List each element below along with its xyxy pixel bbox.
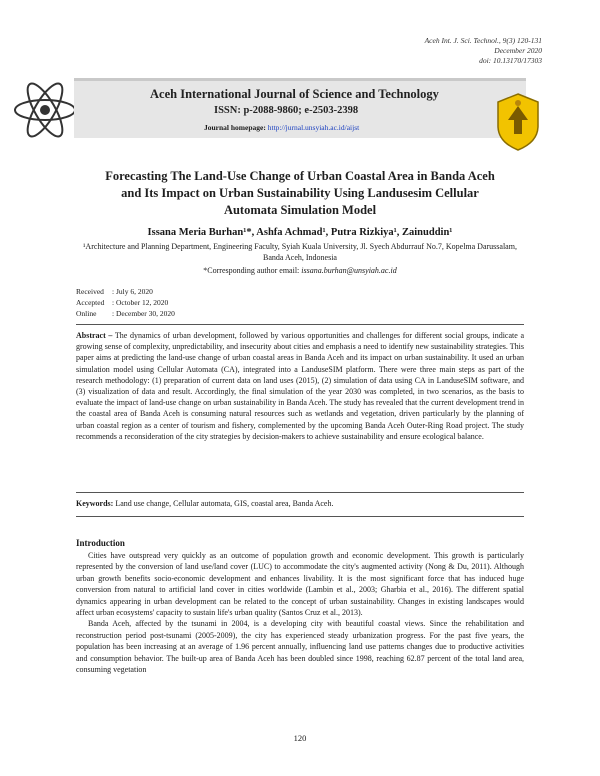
date-value: : December 30, 2020 [112, 309, 175, 318]
keywords-label: Keywords: [76, 499, 114, 508]
date-label: Received [76, 287, 104, 296]
abstract-top-rule [76, 324, 524, 325]
citation-line-2: December 2020 [494, 46, 542, 55]
date-value: : July 6, 2020 [112, 287, 153, 296]
keywords [76, 499, 524, 508]
journal-homepage [204, 123, 359, 132]
date-label: Accepted [76, 298, 105, 307]
abstract-text: The dynamics of urban development, followed by various opportunities and challenges for different social groups, indicate a growing sense of complexity, unpredictability, and insecurity about cities and emphasis a need to identify new sustainability strategies. This paper aims at predicting the land-use change of urban coastal areas in Banda Aceh and its impact on urban sustainability. It used an urban simulation model using Cellular Automata (CA), integrated into a LanduseSIM platform. There were three main steps as part of the research methodology: (1) preparation of current data on land uses (2015), (2) simulation of data using CA in LanduseSIM software, and (3) visualization of data and result. Accordingly, the final simulation of the year 2030 was completed, in two scenarios, as the basis to evaluate the impact of land-use change on urban sustainability in Banda Aceh. The study has revealed that the current development trend in the coastal area of Banda Aceh is consuming natural resources such as wetlands and vegetation, driven particularly by the planning of urban coastal region as a center of tourism and fishery, complemented by the upcoming Banda Aceh Outer-Ring Road project. The study recommends a reconsideration of the city strategies by decision-makers to achieve sustainability and ensure ecological balance. [76, 331, 524, 441]
date-received [76, 286, 175, 297]
journal-title: Aceh International Journal of Science and Technology [150, 87, 439, 101]
date-accepted [76, 297, 175, 308]
homepage-link[interactable]: http://jurnal.unsyiah.ac.id/aijst [267, 123, 360, 132]
journal-issn: ISSN: p-2088-9860; e-2503-2398 [214, 105, 359, 116]
abstract-label: Abstract – [76, 331, 113, 340]
introduction-paragraph-2: Banda Aceh, affected by the tsunami in 2004, is a developing city with beautiful coastal views. Since the rehabilitation and reconstruction period post-tsunami (2005-2009), the city has experienced steady urbanization progress. For the past five years, the population has been increasing at an average of 1.96 percent annually, influencing land use patterns changes due to productive activities and consumption behavior. The built-up area of Banda Aceh has been doubled since 1998, reaching 62.87 percent of the total land area, consuming vegetation [76, 619, 524, 675]
introduction-heading: Introduction [76, 538, 125, 548]
journal-header [74, 78, 526, 138]
paper-title: Forecasting The Land-Use Change of Urban Coastal Area in Banda Aceh and Its Impact on Urban Sustainability Using Landusesim Cellular Automata Simulation Model [105, 169, 495, 217]
page-number: 120 [293, 733, 307, 743]
keywords-bottom-rule [76, 516, 524, 517]
introduction-body [76, 550, 524, 675]
date-label: Online [76, 309, 97, 318]
abstract [76, 330, 524, 442]
corresponding-label: *Corresponding author email: [203, 266, 300, 275]
atom-logo [10, 70, 80, 150]
citation-line-1: Aceh Int. J. Sci. Technol., 9(3) 120-131 [424, 36, 542, 45]
article-dates [76, 286, 175, 319]
citation-doi: doi: 10.13170/17303 [479, 56, 542, 65]
date-value: : October 12, 2020 [112, 298, 169, 307]
citation-block [425, 36, 542, 66]
introduction-paragraph-1: Cities have outspread very quickly as an outcome of population growth and economic development. This growth is particularly represented by the conversion of land use/land cover (LUC) to accommodate the city's augmented activity (Nong & Du, 2011). Although urban growth benefits socio-economic development and enhances livability. It is the most significant force that has induced huge conversion from natural to artificial land cover in cities worldwide (Lambin et al., 2003; Gharbia et al., 2016). The different spatial dynamics appearing in urban development can be related to the concept of urban sustainability. Changes in existing landscapes would affect urban ecosystems' capacity to sustain life's urban quality (Santos Cruz et al., 2013). [76, 551, 524, 618]
author-list: Issana Meria Burhan¹*, Ashfa Achmad¹, Putra Rizkiya¹, Zainuddin¹ [147, 227, 453, 238]
university-seal-logo [494, 92, 542, 152]
author-affiliation: ¹Architecture and Planning Department, Engineering Faculty, Syiah Kuala University, Jl. Syech Abdurrauf No.7, Kopelma Darussalam, Banda Aceh, Indonesia [83, 242, 517, 262]
abstract-bottom-rule [76, 492, 524, 493]
date-online [76, 308, 175, 319]
corresponding-author [80, 266, 520, 275]
corresponding-email[interactable]: issana.burhan@unsyiah.ac.id [301, 266, 397, 275]
keywords-text: Land use change, Cellular automata, GIS, coastal area, Banda Aceh. [115, 499, 334, 508]
homepage-label: Journal homepage: [204, 123, 266, 132]
